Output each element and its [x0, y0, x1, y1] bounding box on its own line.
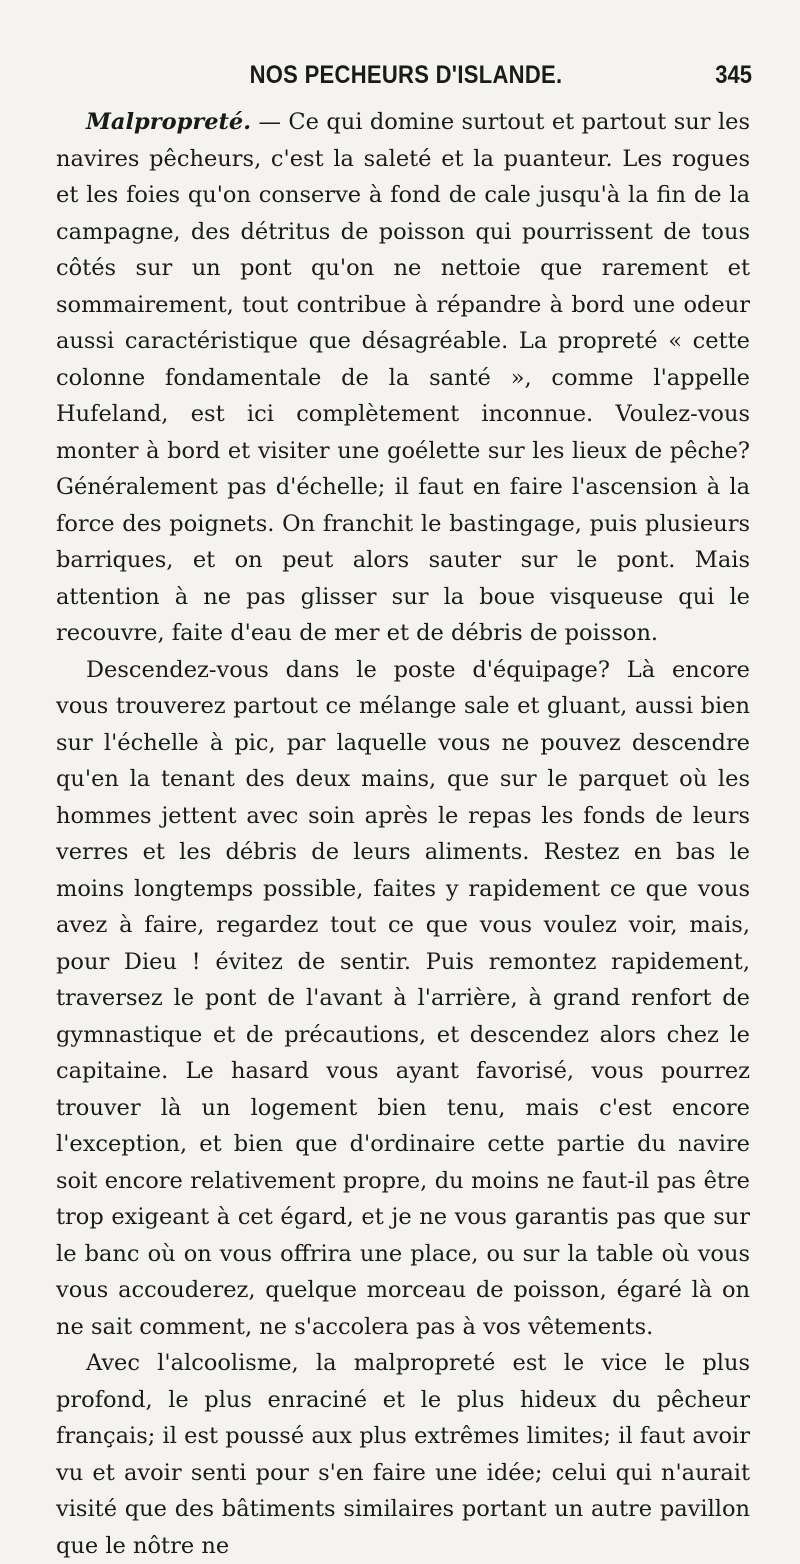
page-number: 345 — [715, 60, 752, 89]
page-header — [60, 60, 752, 92]
running-title: NOS PECHEURS D'ISLANDE. — [249, 60, 563, 89]
body-text — [56, 104, 750, 1564]
section-lead: Malpropreté. — [86, 109, 252, 135]
paragraph-1 — [56, 104, 750, 652]
paragraph-1-text: — Ce qui domine surtout et partout sur les navires pêcheurs, c'est la saleté et la puanteur. Les rogues et les foies qu'on conserve à fond de cale jusqu'à la fin de la campagne, des détritus de poisson qui pourrissent de tous côtés sur un pont qu'on ne nettoie que rarement et sommairement, tout contribue à répandre à bord une odeur aussi caractéristique que désagréable. La propreté « cette colonne fondamentale de la santé », comme l'appelle Hufeland, est ici complètement inconnue. Voulez-vous monter à bord et visiter une goélette sur les lieux de pêche? Généralement pas d'échelle; il faut en faire l'ascension à la force des poignets. On franchit le bastingage, puis plusieurs barriques, et on peut alors sauter sur le pont. Mais attention à ne pas glisser sur la boue visqueuse qui le recouvre, faite d'eau de mer et de débris de poisson. — [56, 109, 750, 646]
paragraph-3: Avec l'alcoolisme, la malpropreté est le vice le plus profond, le plus enraciné et le plus hideux du pêcheur français; il est poussé aux plus extrêmes limites; il faut avoir vu et avoir senti pour s'en faire une idée; celui qui n'aurait visité que des bâtiments similaires portant un autre pavillon que le nôtre ne — [56, 1350, 750, 1559]
paragraph-2: Descendez-vous dans le poste d'équipage? Là encore vous trouverez partout ce mélange sale et gluant, aussi bien sur l'échelle à pic, par laquelle vous ne pouvez descendre qu'en la tenant des deux mains, que sur le parquet où les hommes jettent avec soin après le repas les fonds de leurs verres et les débris de leurs aliments. Restez en bas le moins longtemps possible, faites y rapidement ce que vous avez à faire, regardez tout ce que vous voulez voir, mais, pour Dieu ! évitez de sentir. Puis remontez rapidement, traversez le pont de l'avant à l'arrière, à grand renfort de gymnastique et de précautions, et descendez alors chez le capitaine. Le hasard vous ayant favorisé, vous pourrez trouver là un logement bien tenu, mais c'est encore l'exception, et bien que d'ordinaire cette partie du navire soit encore relativement propre, du moins ne faut-il pas être trop exigeant à cet égard, et je ne vous garantis pas que sur le banc où on vous offrira une place, ou sur la table où vous vous accouderez, quelque morceau de poisson, égaré là on ne sait comment, ne s'accolera pas à vos vêtements. — [56, 656, 750, 1340]
